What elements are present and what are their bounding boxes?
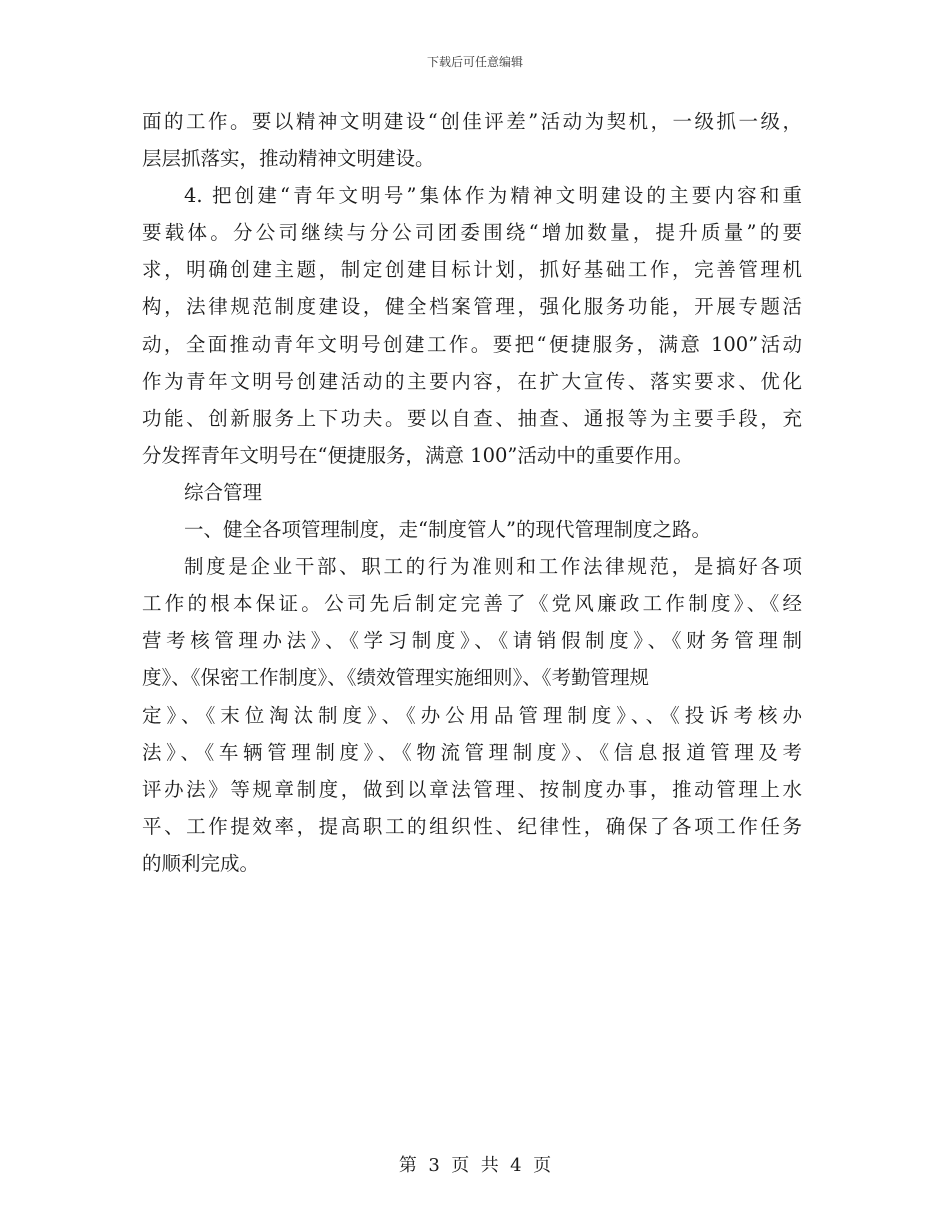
paragraph-line: 法》、《车辆管理制度》、《物流管理制度》、《信息报道管理及考: [142, 740, 802, 764]
paragraph-line: 4. 把创建“青年文明号”集体作为精神文明建设的主要内容和重: [184, 184, 802, 208]
paragraph-line: 面的工作。要以精神文明建设“创佳评差”活动为契机，一级抓一级，: [142, 110, 802, 133]
paragraph-line: 度》、《保密工作制度》、《绩效管理实施细则》、《考勤管理规: [142, 666, 650, 690]
paragraph-line: 作为青年文明号创建活动的主要内容，在扩大宣传、落实要求、优化: [142, 369, 802, 393]
paragraph-line: 工作的根本保证。公司先后制定完善了《党风廉政工作制度》、《经: [142, 592, 802, 616]
paragraph-line: 的顺利完成。: [142, 851, 260, 875]
paragraph-line: 动，全面推动青年文明号创建工作。要把“便捷服务，满意 100”活动: [142, 332, 802, 356]
paragraph-line: 分发挥青年文明号在“便捷服务，满意 100”活动中的重要作用。: [142, 443, 693, 467]
footer-page-label: 页: [451, 1155, 470, 1176]
footer-suffix: 页: [533, 1155, 552, 1176]
page-header: 下载后可任意编辑: [426, 55, 523, 69]
footer-total-label: 共: [480, 1155, 499, 1176]
paragraph-line: 评办法》等规章制度，做到以章法管理、按制度办事，推动管理上水: [142, 777, 802, 801]
paragraph-line: 综合管理: [184, 480, 263, 504]
paragraph-line: 层层抓落实，推动精神文明建设。: [142, 147, 435, 171]
paragraph-line: 功能、创新服务上下功夫。要以自查、抽查、通报等为主要手段，充: [142, 406, 802, 430]
paragraph-line: 一、健全各项管理制度，走“制度管人”的现代管理制度之路。: [184, 518, 711, 542]
paragraph-line: 营考核管理办法》、《学习制度》、《请销假制度》、《财务管理制: [142, 629, 802, 653]
current-page-number: 3: [428, 1155, 440, 1176]
footer-prefix: 第: [398, 1155, 417, 1176]
paragraph-line: 平、工作提效率，提高职工的组织性、纪律性，确保了各项工作任务: [142, 814, 802, 838]
paragraph-line: 定》、《末位淘汰制度》、《办公用品管理制度》、、《投诉考核办: [142, 703, 802, 727]
total-pages-number: 4: [510, 1155, 522, 1176]
paragraph-line: 构，法律规范制度建设，健全档案管理，强化服务功能，开展专题活: [142, 295, 802, 319]
paragraph-line: 要载体。分公司继续与分公司团委围绕“增加数量，提升质量”的要: [142, 221, 802, 245]
paragraph-line: 求，明确创建主题，制定创建目标计划，抓好基础工作，完善管理机: [142, 258, 802, 282]
document-body: [142, 103, 802, 882]
paragraph-line: 制度是企业干部、职工的行为准则和工作法律规范，是搞好各项: [184, 555, 802, 579]
page-footer: [0, 1154, 950, 1178]
